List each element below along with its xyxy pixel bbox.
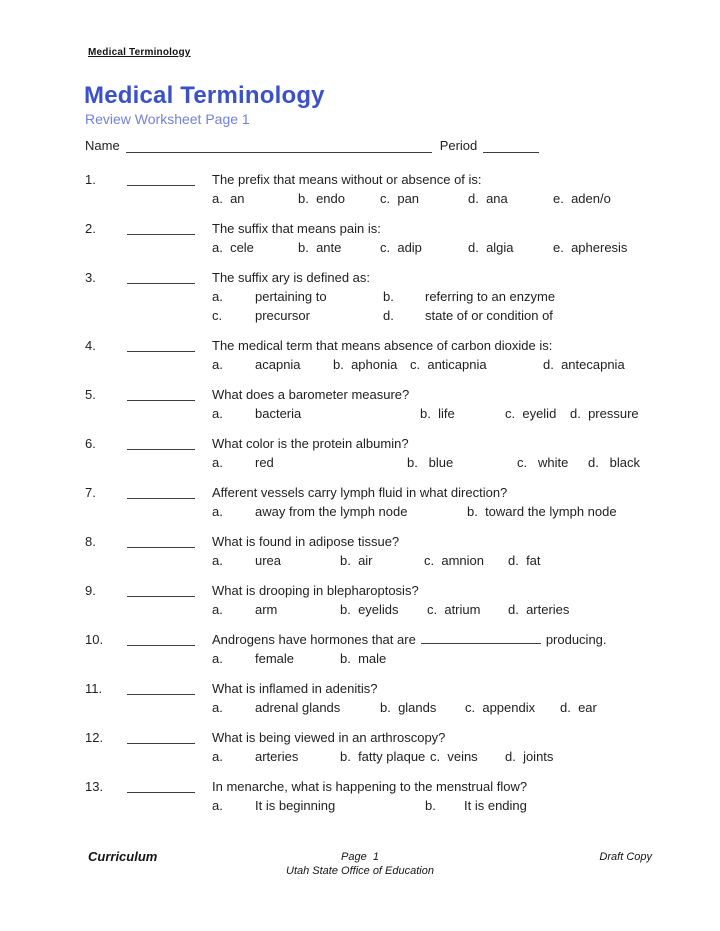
option-item: d. algia <box>468 240 514 255</box>
option-item: a. <box>212 651 223 666</box>
answer-blank-cell <box>127 170 212 208</box>
option-item: e. aden/o <box>553 191 611 206</box>
footer-draft-copy: Draft Copy <box>599 851 652 863</box>
question-body <box>212 385 645 423</box>
option-item: It is ending <box>464 798 527 813</box>
name-period-row <box>85 138 640 153</box>
answer-blank-line <box>127 633 195 646</box>
question-text: In menarche, what is happening to the menstrual flow? <box>212 779 528 794</box>
question-text: What does a barometer measure? <box>212 387 410 402</box>
option-item: female <box>255 651 295 666</box>
question-row <box>85 728 645 766</box>
option-item: a. <box>212 357 223 372</box>
option-row <box>212 796 645 815</box>
option-item: b. male <box>340 651 387 666</box>
option-item: b. blue <box>407 455 454 470</box>
option-item: c. amnion <box>424 553 484 568</box>
question-text: Androgens have hormones that are producing. <box>212 632 607 647</box>
option-item: a. an <box>212 191 245 206</box>
answer-blank-line <box>127 339 195 352</box>
question-row <box>85 581 645 619</box>
answer-blank-cell <box>127 630 212 668</box>
answer-blank-line <box>127 682 195 695</box>
option-item: b. aphonia <box>333 357 398 372</box>
option-item: d. <box>383 308 394 323</box>
question-text-after-blank: producing. <box>545 632 607 647</box>
option-item: a. <box>212 798 223 813</box>
option-item: It is beginning <box>255 798 336 813</box>
question-body <box>212 777 645 815</box>
answer-blank-cell <box>127 728 212 766</box>
footer-curriculum: Curriculum <box>88 849 158 864</box>
option-item: a. cele <box>212 240 254 255</box>
question-row <box>85 336 645 374</box>
answer-blank-cell <box>127 434 212 472</box>
option-item: d. ana <box>468 191 508 206</box>
option-item: a. <box>212 553 223 568</box>
period-label: Period <box>439 138 478 153</box>
question-body <box>212 483 645 521</box>
question-row <box>85 483 645 521</box>
answer-blank-cell <box>127 268 212 325</box>
question-body <box>212 532 645 570</box>
question-number: 9. <box>85 583 96 598</box>
question-row <box>85 532 645 570</box>
answer-blank-cell <box>127 336 212 374</box>
answer-blank-cell <box>127 532 212 570</box>
option-item: acapnia <box>255 357 301 372</box>
option-item: d. arteries <box>508 602 570 617</box>
option-item: d. black <box>588 455 641 470</box>
question-body <box>212 434 645 472</box>
option-item: b. ante <box>298 240 342 255</box>
question-number: 3. <box>85 270 96 285</box>
name-label: Name <box>85 138 120 153</box>
question-text: What is being viewed in an arthroscopy? <box>212 730 446 745</box>
option-row <box>212 306 645 325</box>
question-number: 10. <box>85 632 104 647</box>
page-header-bookmark: Medical Terminology <box>88 47 191 58</box>
name-blank-line <box>126 139 432 153</box>
option-item: adrenal glands <box>255 700 341 715</box>
option-item: d. joints <box>505 749 554 764</box>
option-row <box>212 747 645 766</box>
option-row <box>212 189 645 208</box>
answer-blank-line <box>127 780 195 793</box>
option-item: away from the lymph node <box>255 504 408 519</box>
answer-blank-cell <box>127 385 212 423</box>
option-item: b. glands <box>380 700 437 715</box>
question-text: The suffix ary is defined as: <box>212 270 371 285</box>
question-row <box>85 630 645 668</box>
option-item: arteries <box>255 749 299 764</box>
option-item: b. life <box>420 406 455 421</box>
option-item: c. anticapnia <box>410 357 487 372</box>
option-row <box>212 287 645 306</box>
question-body <box>212 268 645 325</box>
option-item: a. <box>212 749 223 764</box>
option-row <box>212 600 645 619</box>
question-number: 6. <box>85 436 96 451</box>
option-item: arm <box>255 602 278 617</box>
option-item: c. <box>212 308 223 323</box>
option-item: c. appendix <box>465 700 536 715</box>
period-blank-line <box>483 139 539 153</box>
answer-blank-cell <box>127 777 212 815</box>
option-item: c. white <box>517 455 569 470</box>
option-item: precursor <box>255 308 310 323</box>
question-number: 2. <box>85 221 96 236</box>
answer-blank-line <box>127 486 195 499</box>
question-number: 4. <box>85 338 96 353</box>
question-body <box>212 581 645 619</box>
option-item: d. ear <box>560 700 597 715</box>
question-row <box>85 219 645 257</box>
option-item: b. <box>383 289 394 304</box>
option-item: urea <box>255 553 282 568</box>
option-item: referring to an enzyme <box>425 289 556 304</box>
option-row <box>212 698 645 717</box>
inline-blank-line <box>421 631 541 644</box>
option-item: e. apheresis <box>553 240 628 255</box>
option-item: b. air <box>340 553 373 568</box>
answer-blank-line <box>127 173 195 186</box>
answer-blank-line <box>127 437 195 450</box>
question-number: 7. <box>85 485 96 500</box>
answer-blank-cell <box>127 219 212 257</box>
option-item: a. <box>212 406 223 421</box>
option-item: d. fat <box>508 553 541 568</box>
question-number: 1. <box>85 172 96 187</box>
question-row <box>85 777 645 815</box>
option-row <box>212 404 645 423</box>
option-row <box>212 502 645 521</box>
question-row <box>85 385 645 423</box>
question-body <box>212 336 645 374</box>
option-item: c. adip <box>380 240 422 255</box>
option-row <box>212 238 645 257</box>
question-text: What color is the protein albumin? <box>212 436 409 451</box>
answer-blank-line <box>127 535 195 548</box>
question-text: The suffix that means pain is: <box>212 221 381 236</box>
answer-blank-line <box>127 222 195 235</box>
option-item: c. pan <box>380 191 420 206</box>
option-item: pertaining to <box>255 289 327 304</box>
option-row <box>212 551 645 570</box>
question-number: 13. <box>85 779 104 794</box>
question-number: 8. <box>85 534 96 549</box>
option-item: a. <box>212 289 223 304</box>
option-row <box>212 453 645 472</box>
question-number: 12. <box>85 730 104 745</box>
question-row <box>85 679 645 717</box>
option-row <box>212 649 645 668</box>
answer-blank-cell <box>127 679 212 717</box>
answer-blank-line <box>127 584 195 597</box>
question-text: What is inflamed in adenitis? <box>212 681 378 696</box>
option-item: c. veins <box>430 749 478 764</box>
option-row <box>212 355 645 374</box>
option-item: d. pressure <box>570 406 639 421</box>
option-item: c. eyelid <box>505 406 557 421</box>
questions <box>85 170 645 826</box>
option-item: a. <box>212 602 223 617</box>
option-item: d. antecapnia <box>543 357 625 372</box>
question-body <box>212 630 645 668</box>
answer-blank-cell <box>127 483 212 521</box>
question-body <box>212 219 645 257</box>
question-text: The medical term that means absence of carbon dioxide is: <box>212 338 553 353</box>
footer-organization: Utah State Office of Education <box>286 865 434 877</box>
page-subtitle: Review Worksheet Page 1 <box>85 111 250 127</box>
question-row <box>85 170 645 208</box>
question-body <box>212 679 645 717</box>
option-item: b. fatty plaque <box>340 749 426 764</box>
question-body <box>212 728 645 766</box>
answer-blank-line <box>127 388 195 401</box>
footer-page-number: Page 1 <box>341 851 379 863</box>
answer-blank-line <box>127 731 195 744</box>
answer-blank-line <box>127 271 195 284</box>
question-text: What is drooping in blepharoptosis? <box>212 583 419 598</box>
answer-blank-cell <box>127 581 212 619</box>
option-item: state of or condition of <box>425 308 553 323</box>
option-item: b. toward the lymph node <box>467 504 617 519</box>
option-item: bacteria <box>255 406 302 421</box>
question-row <box>85 268 645 325</box>
question-number: 5. <box>85 387 96 402</box>
option-item: a. <box>212 504 223 519</box>
question-number: 11. <box>85 681 103 696</box>
question-row <box>85 434 645 472</box>
option-item: c. atrium <box>427 602 481 617</box>
option-item: b. <box>425 798 436 813</box>
question-text: The prefix that means without or absence of is: <box>212 172 482 187</box>
option-item: b. endo <box>298 191 345 206</box>
question-body <box>212 170 645 208</box>
option-item: a. <box>212 700 223 715</box>
page-title: Medical Terminology <box>84 82 325 109</box>
option-item: b. eyelids <box>340 602 399 617</box>
option-item: a. <box>212 455 223 470</box>
option-item: red <box>255 455 274 470</box>
question-text: Afferent vessels carry lymph fluid in what direction? <box>212 485 508 500</box>
question-text: What is found in adipose tissue? <box>212 534 400 549</box>
